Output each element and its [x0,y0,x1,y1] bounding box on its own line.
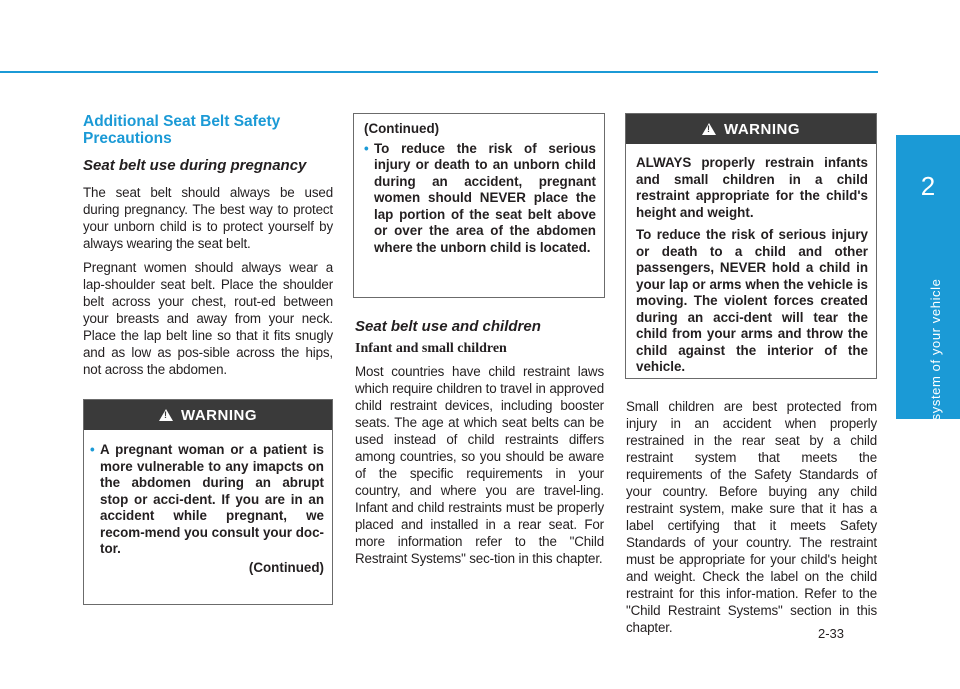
paragraph-pregnancy-1: The seat belt should always be used during pregnancy. The best way to protect your unborn child is to protect yourself by always wearing the seat belt. [83,185,333,251]
continued-label: (Continued) [248,559,324,575]
warning-triangle-icon [702,123,716,135]
page-number: 2-33 [818,626,845,641]
continued-warning-box [353,113,605,298]
continued-box-bullet-text: To reduce the risk of serious injury or death to an unborn child during an accident, pregnant women should NEVER place the lap portion of the seat belt above or over the area of the abdomen where the unborn child is located. [374,140,596,255]
chapter-tab [896,135,960,465]
bullet-dot: • [364,140,369,156]
paragraph-children: Most countries have child restraint laws which require children to travel in approved child restraint devices, including booster seats. The age at which seat belts can be used instead of child restraints differs among countries, so you should be aware of the specific requirements in your country, and where you are travel-ling. Infant and child restraints must be properly placed and installed in a rear seat. For more information refer to the "Child Restraint Systems" sec-tion in this chapter. [355,364,604,566]
continued-box-bullet [364,141,596,257]
bullet-dot: • [90,442,95,457]
chapter-number: 2 [920,171,936,201]
paragraph-child-restraint: Small children are best protected from injury in an accident when properly restrained in the rear seat by a child restraint system that meets the requirements of the Safety Standards of your country. Before buying any child restraint system, make sure that it has a label certifying that it meets Safety Standards of your country. The restraint must be appropriate for your child's height and weight. Check the label on the child restraint for this infor-mation. Refer to the "Child Restraint Systems" section in this chapter. [626,399,877,635]
chapter-title: Safety system of your vehicle [928,278,943,465]
warning-bullet-text: A pregnant woman or a patient is more vulnerable to any imapcts on the abdomen during an abrupt stop or acci-dent. If you are in an accident while pregnant, we recom-mend you consult your doc-tor. [100,442,324,556]
paragraph-pregnancy-2: Pregnant women should always wear a lap-shoulder seat belt. Place the shoulder belt across your chest, rout-ed between your breasts and away from your neck. Place the lap belt line so that it fits snugly and as low as pos-sible across the hips, not across the abdomen. [83,260,333,377]
warning-box-pregnancy [83,399,333,605]
header-rule [0,71,878,73]
warning-paragraph-2: To reduce the risk of serious injury or death to a child and other passengers, NEVER hold a child in your lap or arms when the vehicle is moving. The violent forces created during an acci-dent will tear the child from your arms and throw the child against the interior of the vehicle. [636,227,868,374]
warning-triangle-icon [159,409,173,421]
middle-column [355,318,604,567]
left-column [83,113,333,378]
subheading-children: Seat belt use and children [355,318,541,335]
warning-header [626,114,876,144]
warning-bullet [90,442,324,558]
warning-title: WARNING [724,120,800,138]
subheading-pregnancy: Seat belt use during pregnancy [83,157,307,174]
warning-header [84,400,332,430]
subsubheading-infants: Infant and small children [355,341,507,356]
warning-title: WARNING [181,406,257,424]
section-heading: Additional Seat Belt Safety Precautions [83,113,281,147]
warning-box-children [625,113,877,379]
warning-paragraph-1: ALWAYS properly restrain infants and small children in a child restraint appropriate for the child's height and weight. [636,155,868,220]
right-column [626,398,877,636]
continued-box-label: (Continued) [364,121,440,136]
